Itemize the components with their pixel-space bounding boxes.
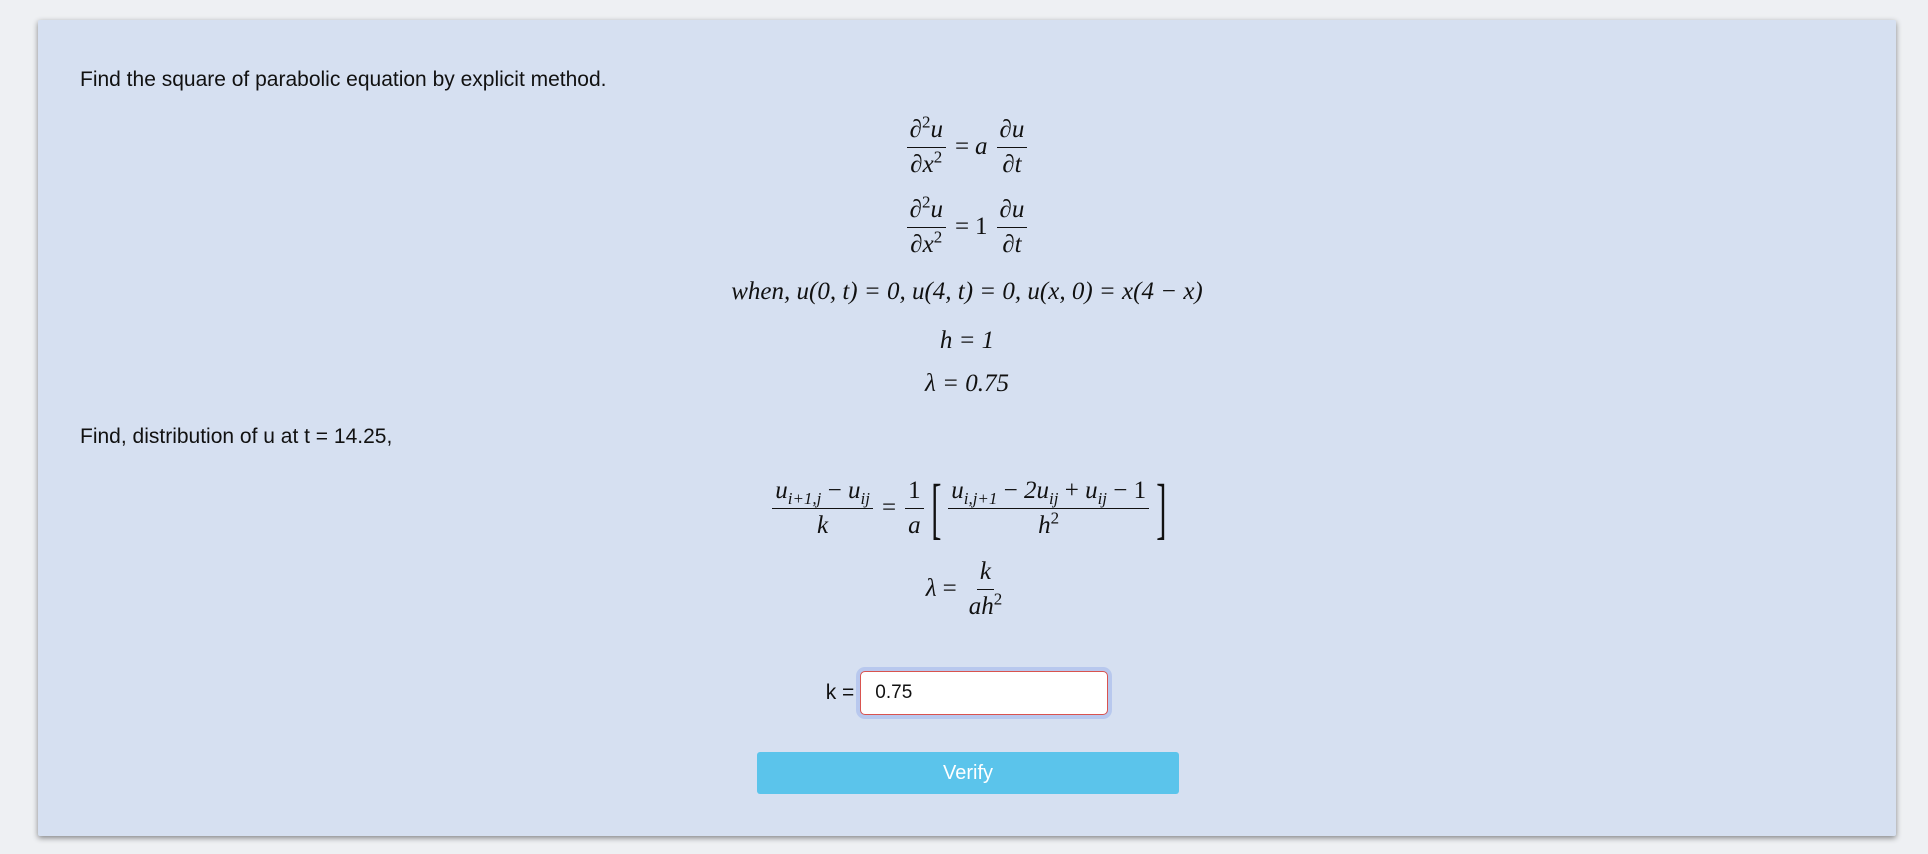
equation-pde: $\frac{\partial^2u}{\partial x^2}$ = a $\frac{\partial u}{\partial t}$ — [38, 116, 1896, 178]
equation-pde-substituted: $\frac{\partial^2u}{\partial x^2}$ = 1 $\frac{\partial u}{\partial t}$ — [38, 196, 1896, 258]
fraction-scheme-rhs: $\frac{u_{i,j+1} - 2u_{ij} + u_{ij} - 1}{h^2}$ — [948, 477, 1149, 539]
coefficient-a: a — [975, 133, 988, 160]
bracket-close: ] — [1156, 470, 1167, 546]
fraction-du-dt-sub: $\frac{\partial u}{\partial t}$ — [997, 196, 1028, 258]
fraction-du-dt: $\frac{\partial u}{\partial t}$ — [997, 116, 1028, 178]
fraction-one-over-a: $\frac{1}{a}$ — [905, 477, 924, 539]
fraction-d2u-dx2-sub: $\frac{\partial^2u}{\partial x^2}$ — [907, 196, 946, 258]
problem-subprompt: Find, distribution of u at t = 14.25, — [80, 425, 393, 448]
fraction-scheme-lhs: $\frac{u_{i+1,j} - u_{ij}}{k}$ — [772, 477, 873, 539]
fraction-d2u-dx2: $\frac{\partial^2u}{\partial x^2}$ — [907, 116, 946, 178]
problem-card — [38, 20, 1896, 836]
equation-conditions: when, u(0, t) = 0, u(4, t) = 0, u(x, 0) = x(4 − x) — [731, 278, 1203, 305]
coefficient-one: 1 — [975, 213, 988, 240]
equation-lambda-definition: λ = $\frac{k}{ah^2}$ — [38, 558, 1896, 620]
problem-title: Find the square of parabolic equation by explicit method. — [80, 68, 607, 91]
answer-row — [38, 671, 1896, 715]
bracket-open: [ — [930, 470, 941, 546]
equation-lambda: λ = 0.75 — [925, 370, 1009, 397]
equation-h: h = 1 — [939, 327, 995, 354]
k-label: k = — [825, 681, 855, 704]
k-input[interactable] — [860, 671, 1108, 715]
fraction-k-over-ah2: $\frac{k}{ah^2}$ — [968, 558, 1003, 620]
equation-scheme: $\frac{u_{i+1,j} - u_{ij}}{k}$ = $\frac{1}{a}$ [ $\frac{u_{i,j+1} - 2u_{ij} + u_{ij} - 1}{h^2}$ ] — [38, 474, 1896, 542]
verify-button[interactable]: Verify — [757, 752, 1179, 794]
